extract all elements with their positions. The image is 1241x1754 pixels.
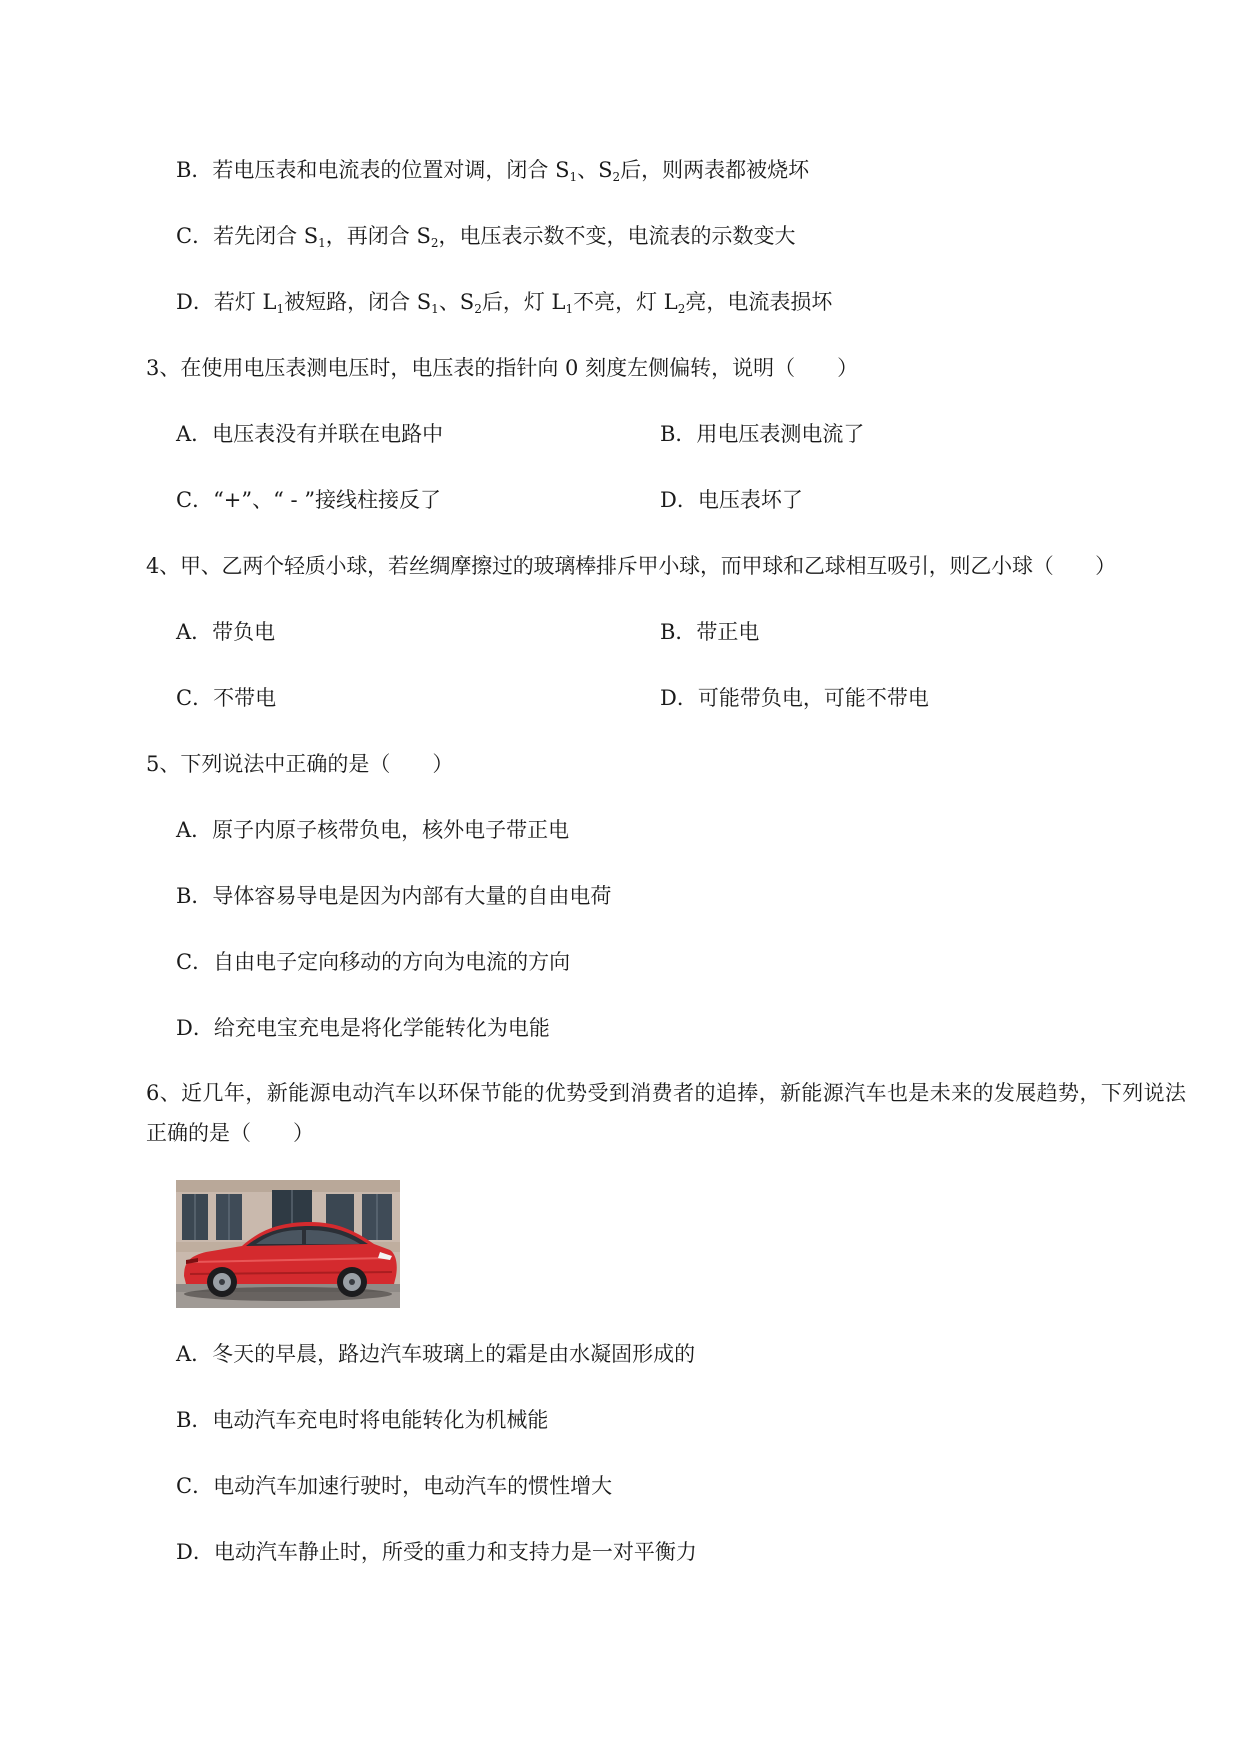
- car-illustration: [176, 1180, 400, 1308]
- q2-option-d: D．若灯 $L_1$被短路，闭合 $S_1$、$S_2$后，灯 $L_1$不亮，灯 $L_2$亮，电流表损坏: [176, 290, 833, 316]
- q6-option-c: C．电动汽车加速行驶时，电动汽车的惯性增大: [176, 1474, 613, 1498]
- q2-option-c: C．若先闭合 $S_1$，再闭合 $S_2$，电压表示数不变，电流表的示数变大: [176, 224, 796, 250]
- q5-option-a: A．原子内原子核带负电，核外电子带正电: [176, 818, 570, 842]
- q5-stem: 5、下列说法中正确的是（ ）: [146, 752, 454, 776]
- q3-option-b: B．用电压表测电流了: [660, 422, 865, 446]
- q6-stem: 6、近几年，新能源电动汽车以环保节能的优势受到消费者的追捧，新能源汽车也是未来的发展趋势，下列说法正确的是（ ）: [146, 1081, 1186, 1145]
- q6-option-d: D．电动汽车静止时，所受的重力和支持力是一对平衡力: [176, 1540, 697, 1564]
- q4-option-b: B．带正电: [660, 620, 760, 644]
- q4-stem: 4、甲、乙两个轻质小球，若丝绸摩擦过的玻璃棒排斥甲小球，而甲球和乙球相互吸引，则乙小球（ ）: [146, 554, 1116, 578]
- q2-option-b: B．若电压表和电流表的位置对调，闭合 $S_1$、$S_2$后，则两表都被烧坏: [176, 158, 810, 184]
- q6-option-a: A．冬天的早晨，路边汽车玻璃上的霜是由水凝固形成的: [176, 1342, 696, 1366]
- q5-option-c: C．自由电子定向移动的方向为电流的方向: [176, 950, 571, 974]
- q4-option-d: D．可能带负电，可能不带电: [660, 686, 929, 710]
- q3-option-a: A．电压表没有并联在电路中: [176, 422, 444, 446]
- electric-car-photo: [176, 1180, 400, 1308]
- q3-stem: 3、在使用电压表测电压时，电压表的指针向 0 刻度左侧偏转，说明（ ）: [146, 356, 859, 380]
- q5-option-d: D．给充电宝充电是将化学能转化为电能: [176, 1016, 550, 1040]
- q5-option-b: B．导体容易导电是因为内部有大量的自由电荷: [176, 884, 612, 908]
- q3-option-c: C．“+”、“ - ”接线柱接反了: [176, 488, 442, 512]
- q3-option-d: D．电压表坏了: [660, 488, 803, 512]
- q4-option-c: C．不带电: [176, 686, 277, 710]
- q6-option-b: B．电动汽车充电时将电能转化为机械能: [176, 1408, 549, 1432]
- q4-option-a: A．带负电: [176, 620, 276, 644]
